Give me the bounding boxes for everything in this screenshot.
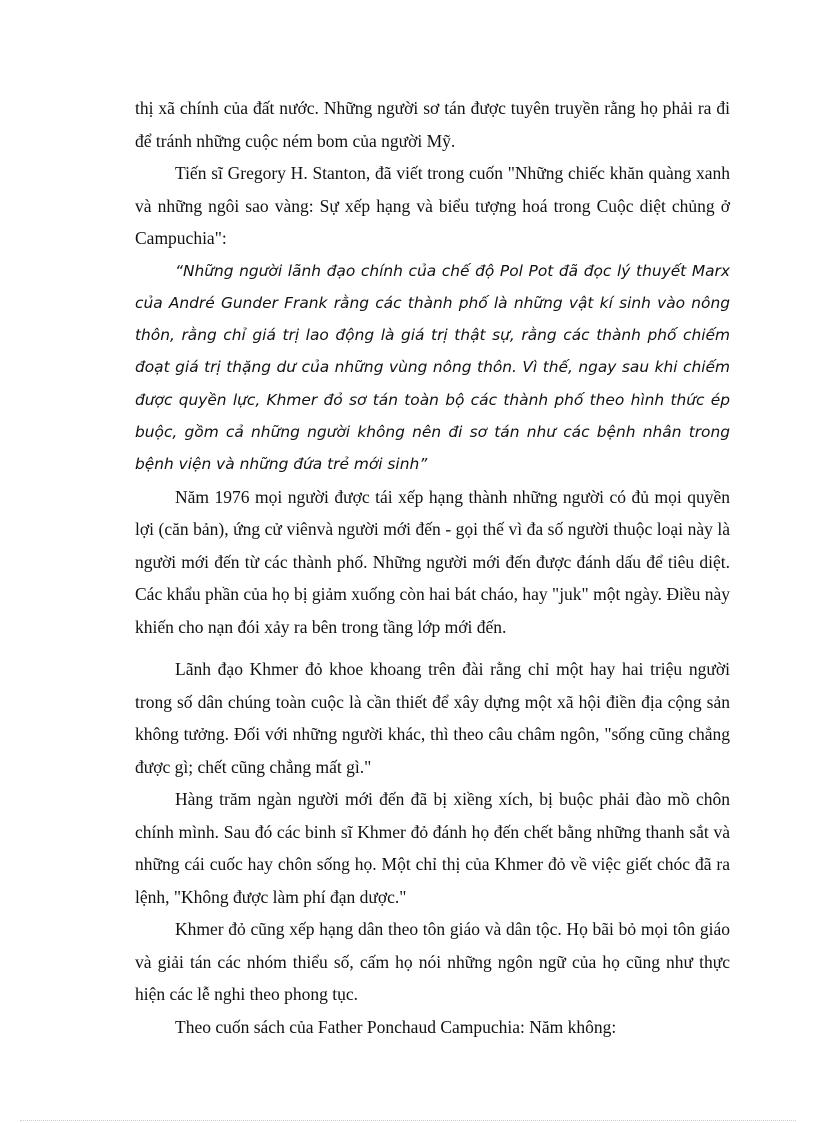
body-text (135, 92, 730, 1043)
paragraph-religion: Khmer đỏ cũng xếp hạng dân theo tôn giáo và dân tộc. Họ bãi bỏ mọi tôn giáo và giải tán các nhóm thiểu số, cấm họ nói những ngôn ngữ của họ cũng như thực hiện các lễ nghi theo phong tục. (135, 919, 730, 1005)
paragraph-newcomers: Hàng trăm ngàn người mới đến đã bị xiềng xích, bị buộc phải đào mồ chôn chính mình. Sau đó các binh sĩ Khmer đỏ đánh họ đến chết bằng những thanh sắt và những cái cuốc hay chôn sống họ. Một chỉ thị của Khmer đỏ về việc giết chóc đã ra lệnh, "Không được làm phí đạn dược." (135, 789, 730, 907)
paragraph-ponchaud: Theo cuốn sách của Father Ponchaud Campuchia: Năm không: (175, 1016, 617, 1037)
paragraph-stanton-intro: Tiến sĩ Gregory H. Stanton, đã viết trong cuốn "Những chiếc khăn quàng xanh và những ngôi sao vàng: Sự xếp hạng và biểu tượng hoá trong Cuộc diệt chủng ở Campuchia": (135, 163, 730, 248)
paragraph-continuation: thị xã chính của đất nước. Những người sơ tán được tuyên truyền rằng họ phải ra đi để tránh những cuộc ném bom của người Mỹ. (135, 98, 730, 151)
paragraph-1976: Năm 1976 mọi người được tái xếp hạng thành những người có đủ mọi quyền lợi (căn bản), ứng cử viênvà người mới đến - gọi thế vì đa số người thuộc loại này là người mới đến từ các thành phố. Những người mới đến được đánh dấu để tiêu diệt. Các khẩu phần của họ bị giảm xuống còn hai bát cháo, hay "juk" một ngày. Điều này khiến cho nạn đói xảy ra bên trong tầng lớp mới đến. (135, 486, 730, 637)
quote-pol-pot: “Những người lãnh đạo chính của chế độ Pol Pot đã đọc lý thuyết Marx của André Gunder Frank rằng các thành phố là những vật kí sinh vào nông thôn, rằng chỉ giá trị lao động là giá trị thật sự, rằng các thành phố chiếm đoạt giá trị thặng dư của những vùng nông thôn. Vì thế, ngay sau khi chiếm được quyền lực, Khmer đỏ sơ tán toàn bộ các thành phố theo hình thức ép buộc, gồm cả những người không nên đi sơ tán như các bệnh nhân trong bệnh viện và những đứa trẻ mới sinh” (135, 261, 730, 474)
page-bottom-divider (20, 1120, 796, 1121)
paragraph-khmer-radio: Lãnh đạo Khmer đỏ khoe khoang trên đài rằng chỉ một hay hai triệu người trong số dân chúng toàn cuộc là cần thiết để xây dựng một xã hội điền địa cộng sản không tưởng. Đối với những người khác, thì theo câu châm ngôn, "sống cũng chẳng được gì; chết cũng chẳng mất gì." (135, 659, 730, 777)
